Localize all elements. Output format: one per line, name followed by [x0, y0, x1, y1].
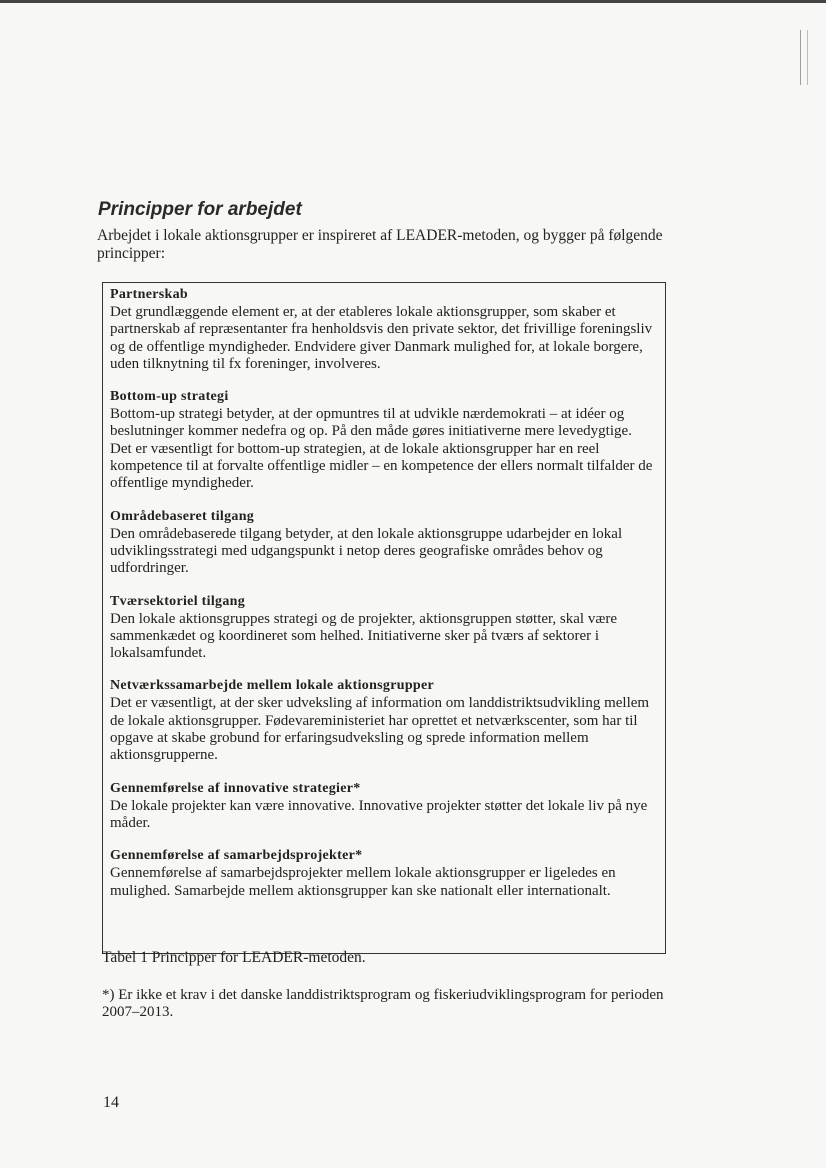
scan-binding-mark — [800, 30, 808, 85]
section-title: Områdebaseret tilgang — [110, 508, 255, 524]
section-partnerskab — [110, 286, 657, 373]
section-title: Partnerskab — [110, 287, 188, 302]
principles-table — [102, 282, 666, 954]
section-text: Gennemførelse af samarbejdsprojekter mellem lokale aktionsgrupper er ligeledes en mulighed. Samarbejde mellem aktionsgrupper kan ske nationalt eller internationalt. — [110, 865, 616, 899]
section-text: Den områdebaserede tilgang betyder, at den lokale aktionsgruppe udarbejder en lokal udviklingsstrategi med udgangspunkt i netop deres geografiske områdes behov og udfordringer. — [110, 525, 623, 577]
section-title: Bottom-up strategi — [110, 389, 229, 405]
table-caption: Tabel 1 Principper for LEADER-metoden. — [102, 949, 366, 966]
section-title: Tværsektoriel tilgang — [110, 593, 246, 609]
section-text: Det grundlæggende element er, at der etableres lokale aktionsgrupper, som skaber et partnerskab af repræsentanter fra henholdsvis den private sektor, det frivillige foreningsliv og de offentlige myndigheder. Endvidere giver Danmark mulighed for, at lokale borgere, uden tilknytning til fx foreninger, involveres. — [110, 304, 653, 372]
section-text: De lokale projekter kan være innovative. Innovative projekter støtter det lokale liv på nye måder. — [110, 797, 648, 831]
section-title: Gennemførelse af samarbejdsprojekter* — [110, 848, 363, 864]
intro-paragraph: Arbejdet i lokale aktionsgrupper er inspireret af LEADER-metoden, og bygger på følgende principper: — [97, 227, 663, 262]
scan-top-edge — [0, 0, 826, 3]
section-netvaerk — [110, 677, 657, 764]
section-title: Netværkssamarbejde mellem lokale aktionsgrupper — [110, 678, 435, 694]
section-bottom-up — [110, 388, 657, 492]
section-text: Bottom-up strategi betyder, at der opmuntres til at udvikle nærdemokrati – at idéer og beslutninger kommer nedefra og op. På den måde gøres initiativerne mere levedygtige. Det er væsentligt for bottom-up strategien, at de lokale aktionsgrupper har en reel kompetence til at forvalte offentlige midler – en kompetence der ellers normalt tilfalder de offentlige myndigheder. — [110, 406, 653, 492]
section-title: Gennemførelse af innovative strategier* — [110, 780, 361, 796]
section-samarbejde — [110, 847, 657, 900]
page-heading: Principper for arbejdet — [98, 199, 302, 220]
section-omraadebaseret — [110, 508, 657, 578]
section-text: Den lokale aktionsgruppes strategi og de projekter, aktionsgruppen støtter, skal være sammenkædet og koordineret som helhed. Initiativerne sker på tværs af sektorer i lokalsamfundet. — [110, 610, 618, 662]
page-number: 14 — [103, 1094, 119, 1111]
section-innovative — [110, 780, 657, 833]
section-tvaersektoriel — [110, 593, 657, 663]
footnote: *) Er ikke et krav i det danske landdistriktsprogram og fiskeriudviklingsprogram for perioden 2007–2013. — [102, 987, 664, 1020]
section-text: Det er væsentligt, at der sker udveksling af information om landdistriktsudvikling mellem de lokale aktionsgrupper. Fødevareministeriet har oprettet et netværkscenter, som har til opgave at skabe grobund for erfaringsudveksling og sprede information mellem aktionsgrupperne. — [110, 695, 650, 764]
